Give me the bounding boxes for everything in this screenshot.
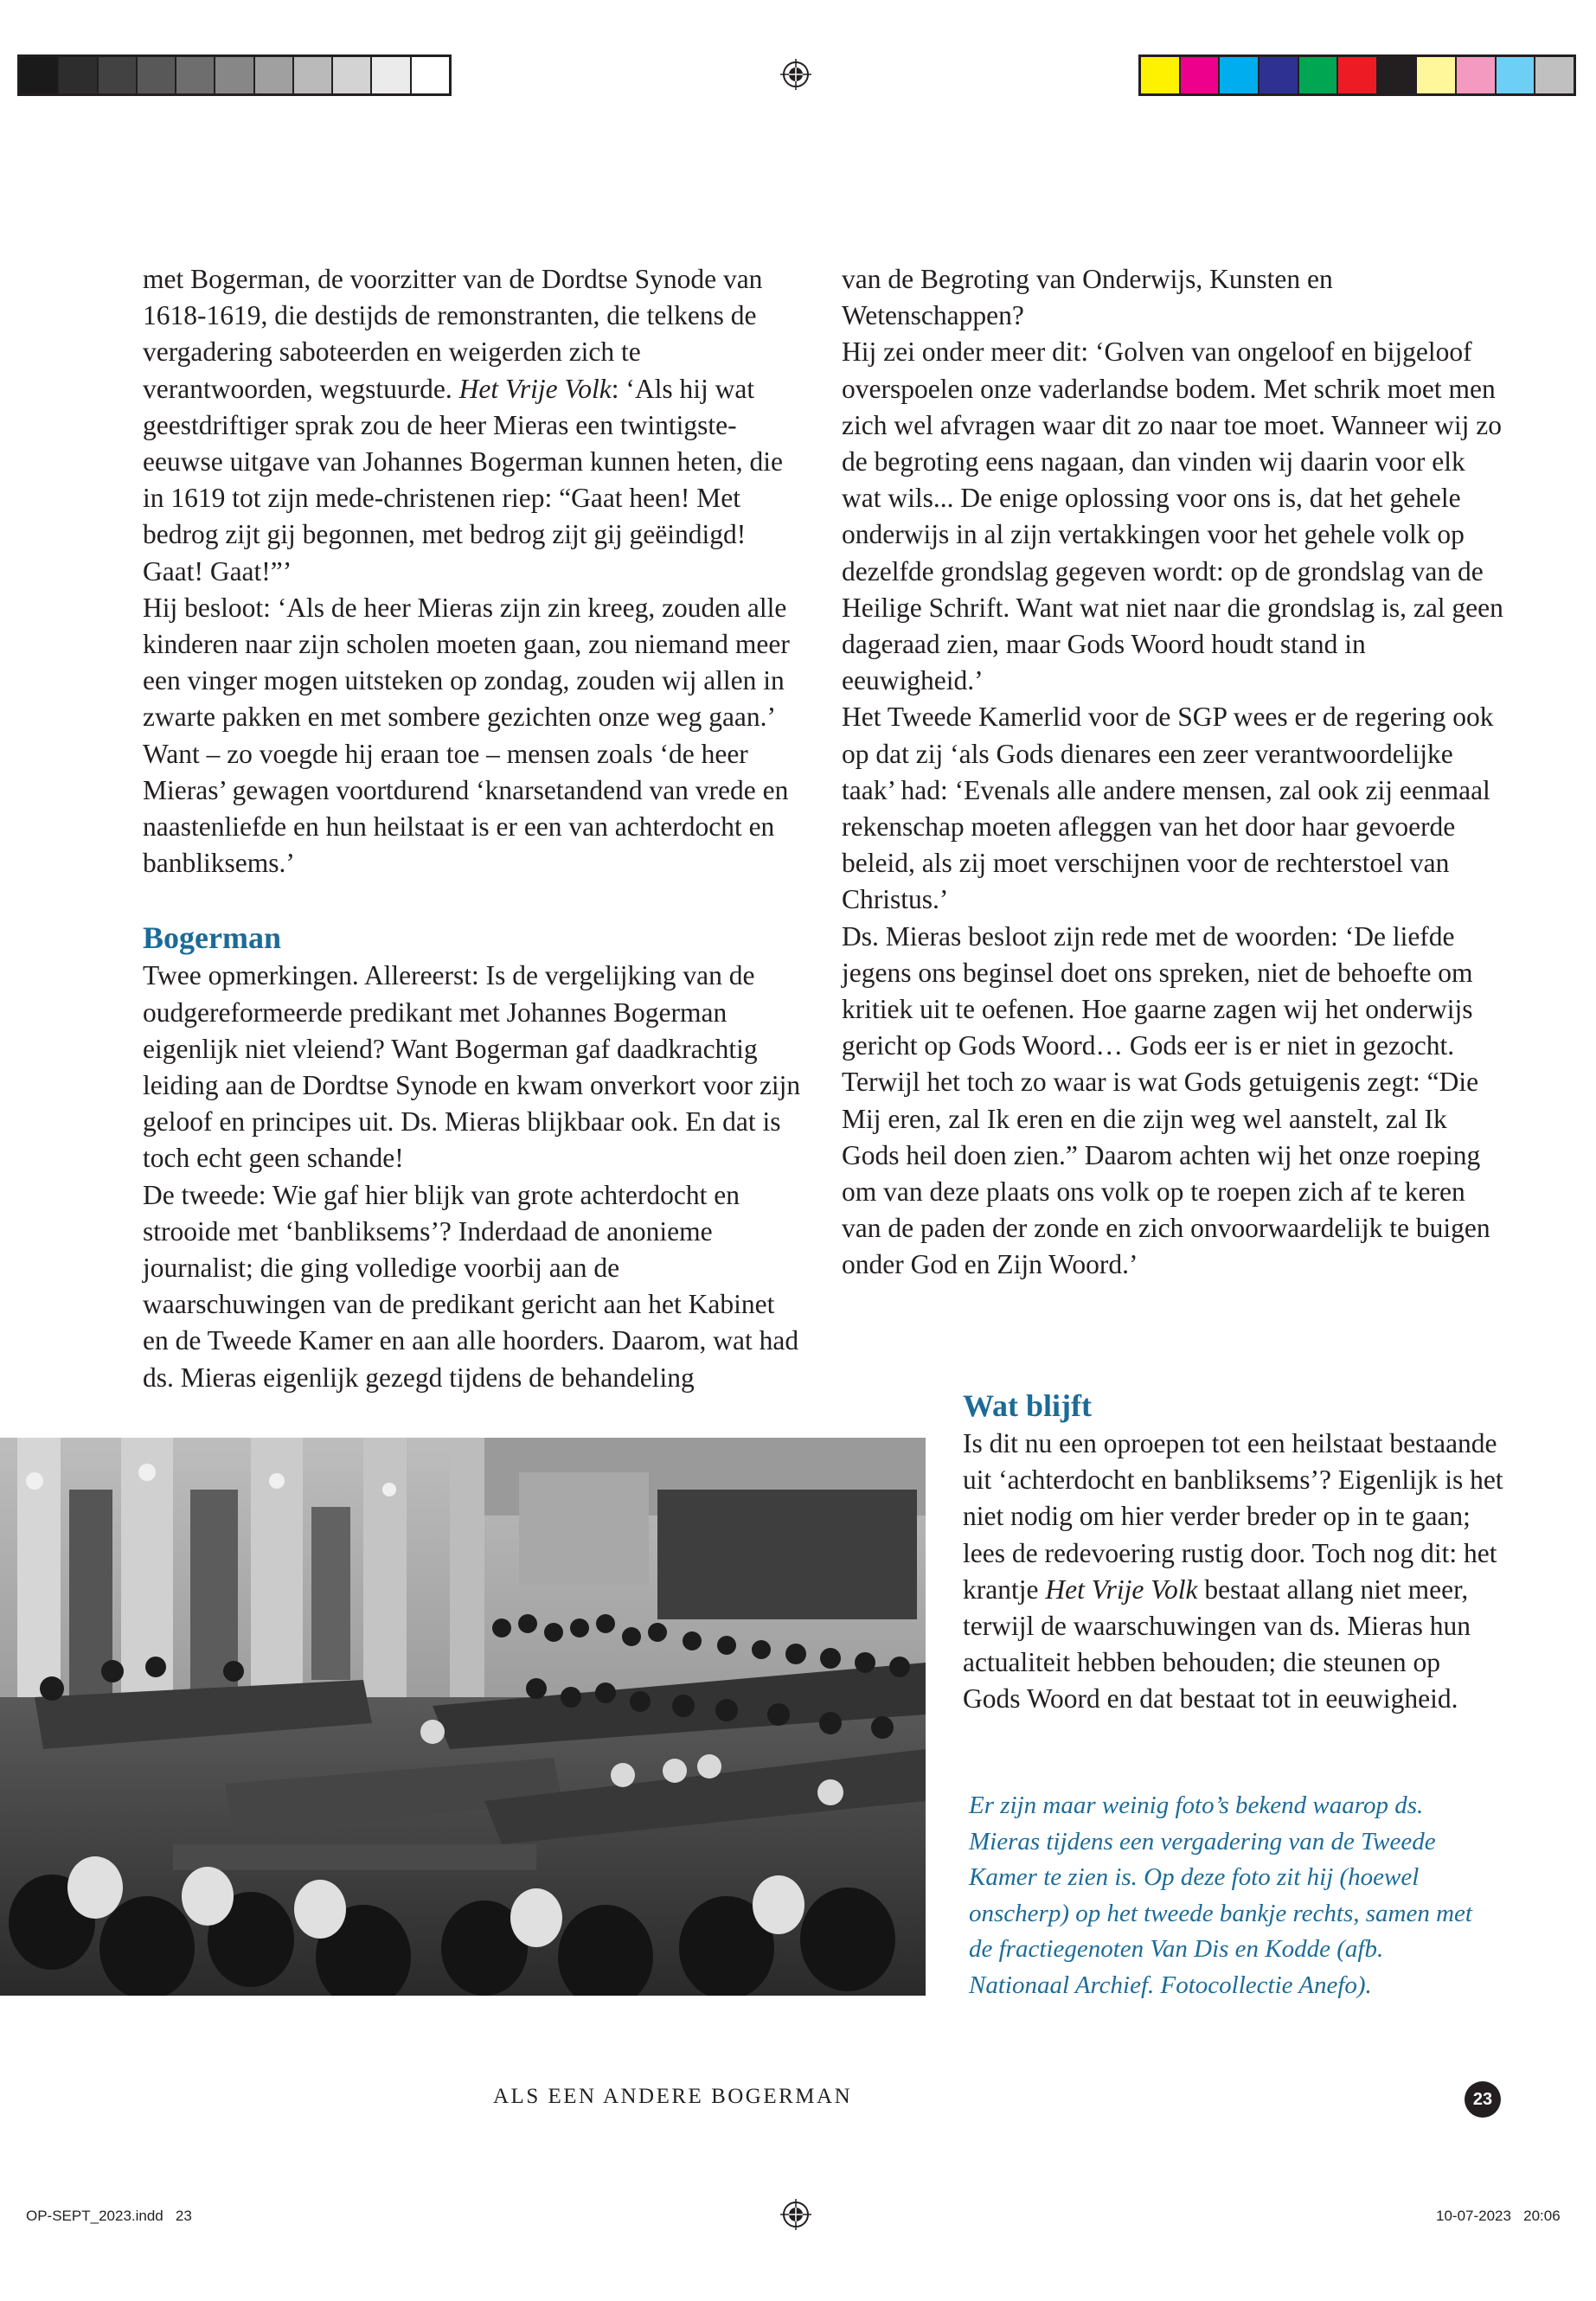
page-number: 23 [1465, 2081, 1501, 2118]
process-color-bar [1138, 54, 1576, 96]
photo-caption: Er zijn maar weinig foto’s bekend waarop ds. Mieras tijdens een vergadering van de Tweede Kamer te zien is. Op deze foto zit hij (hoewel onscherp) op het tweede bankje rechts, samen met de fractiegenoten Van Dis en Kodde (afb. Nationaal Archief. Fotocollectie Anefo). [969, 1791, 1472, 1999]
color-swatch [1417, 57, 1457, 93]
left-column [143, 261, 804, 1396]
color-swatch [294, 57, 333, 93]
color-swatch [138, 57, 176, 93]
color-swatch [99, 57, 138, 93]
registration-mark-icon [780, 2199, 811, 2230]
paragraph: Hij besloot: ‘Als de heer Mieras zijn zin kreeg, zouden alle kinderen naar zijn scholen moeten gaan, zou niemand meer een vinger mogen uitsteken op zondag, zouden wij allen in zwarte pakken en met sombere gezichten onze weg gaan.’ Want – zo voegde hij eraan toe – mensen zoals ‘de heer Mieras’ gewagen voortdurend ‘knarsetandend van vrede en naastenliefde en hun heilstaat is er een van achterdocht en banbliksems.’ [143, 592, 790, 879]
color-swatch [1181, 57, 1221, 93]
section-heading-wat-blijft: Wat blijft [963, 1388, 1092, 1423]
color-swatch [412, 57, 449, 93]
parliament-photo [0, 1438, 926, 1996]
color-swatch [59, 57, 98, 93]
color-swatch [1299, 57, 1339, 93]
color-swatch [1338, 57, 1378, 93]
running-title: ALS EEN ANDERE BOGERMAN [493, 2085, 853, 2108]
paragraph: De tweede: Wie gaf hier blijk van grote achterdocht en strooide met ‘banbliksems’? Inderdaad de anonieme journalist; die ging volledige voorbij aan de waarschuwingen van de predikant gericht aan het Kabinet en de Tweede Kamer en aan alle hoorders. Daarom, wat had ds. Mieras eigenlijk gezegd tijdens de behandeling [143, 1179, 799, 1393]
color-swatch [372, 57, 411, 93]
color-swatch [20, 57, 59, 93]
color-swatch [1497, 57, 1536, 93]
paragraph: Twee opmerkingen. Allereerst: Is de vergelijking van de oudgereformeerde predikant met Johannes Bogerman eigenlijk niet vleiend? Want Bogerman gaf daadkrachtig leiding aan de Dordtse Synode en kwam onverkort voor zijn geloof en principes uit. Ds. Mieras blijkbaar ook. En dat is toch echt geen schande! [143, 960, 801, 1174]
color-swatch [1535, 57, 1574, 93]
color-swatch [255, 57, 294, 93]
paragraph: van de Begroting van Onderwijs, Kunsten en Wetenschappen? [842, 264, 1333, 331]
paragraph: Is dit nu een oproepen tot een heilstaat bestaande uit ‘achterdocht en banbliksems’? Eigenlijk is het niet nodig om hier verder breder op in te gaan; lees de redevoering rustig door. Toch nog dit: het krantje Het Vrije Volk bestaat allang niet meer, terwijl de waarschuwingen van ds. Mieras hun actualiteit hebben behouden; die steunen op Gods Woord en dat bestaat tot in eeuwigheid. [963, 1428, 1503, 1715]
paragraph: Het Tweede Kamerlid voor de SGP wees er de regering ook op dat zij ‘als Gods dienares een zeer verantwoordelijke taak’ had: ‘Evenals alle andere mensen, zal ook zij eenmaal rekenschap moeten afleggen van het door haar gevoerde beleid, als zij moet verschijnen voor de rechterstoel van Christus.’ [842, 702, 1494, 915]
photo-illustration [0, 1438, 926, 1996]
color-swatch [1259, 57, 1299, 93]
color-swatch [1378, 57, 1418, 93]
paragraph: met Bogerman, de voorzitter van de Dordtse Synode van 1618-1619, die destijds de remonstranten, die telkens de vergadering saboteerden en weigerden zich te verantwoorden, wegstuurde. Het Vrije Volk: ‘Als hij wat geestdriftiger sprak zou de heer Mieras een twintigste-eeuwse uitgave van Johannes Bogerman kunnen heten, die in 1619 tot zijn mede-christenen riep: “Gaat heen! Met bedrog zijt gij begonnen, met bedrog zijt gij geëindigd! Gaat! Gaat!”’ [143, 264, 784, 586]
color-swatch [1457, 57, 1497, 93]
paragraph: Ds. Mieras besloot zijn rede met de woorden: ‘De liefde jegens ons beginsel doet ons spreken, niet de behoefte om kritiek uit te oefenen. Hoe gaarne zagen wij het onderwijs gericht op Gods Woord… Gods eer is er niet in gezocht. Terwijl het toch zo waar is wat Gods getuigenis zegt: “Die Mij eren, zal Ik eren en die zijn weg wel aanstelt, zal Ik Gods heil doen zien.” Daarom achten wij het onze roeping om van deze plaats ons volk op te roepen zich af te keren van de paden der zonde en zich onvoorwaardelijk te buigen onder God en Zijn Woord.’ [842, 920, 1490, 1280]
color-swatch [215, 57, 254, 93]
slug-date: 10-07-2023 20:06 [1436, 2208, 1561, 2224]
section-heading-bogerman: Bogerman [143, 920, 281, 956]
color-swatch [1220, 57, 1259, 93]
color-swatch [1141, 57, 1181, 93]
paragraph: Hij zei onder meer dit: ‘Golven van ongeloof en bijgeloof overspoelen onze vaderlandse bodem. Met schrik moet men zich wel afvragen waar dit zo naar toe moet. Wanneer wij zo de begroting eens nagaan, dan vinden wij daarin voor elk wat wils... De enige oplossing voor ons is, dat het gehele onderwijs in al zijn vertakkingen voor het gehele volk op dezelfde grondslag gegeven wordt: op de grondslag van de Heilige Schrift. Want wat niet naar die grondslag is, zal geen dageraad zien, maar Gods Woord houdt stand in eeuwigheid.’ [842, 336, 1503, 696]
registration-mark-icon [780, 59, 811, 90]
grayscale-color-bar [17, 54, 452, 96]
right-column [842, 261, 1503, 1284]
slug-filename: OP-SEPT_2023.indd 23 [26, 2208, 192, 2224]
wat-blijft-section [963, 1386, 1503, 1718]
color-swatch [176, 57, 215, 93]
color-swatch [333, 57, 372, 93]
